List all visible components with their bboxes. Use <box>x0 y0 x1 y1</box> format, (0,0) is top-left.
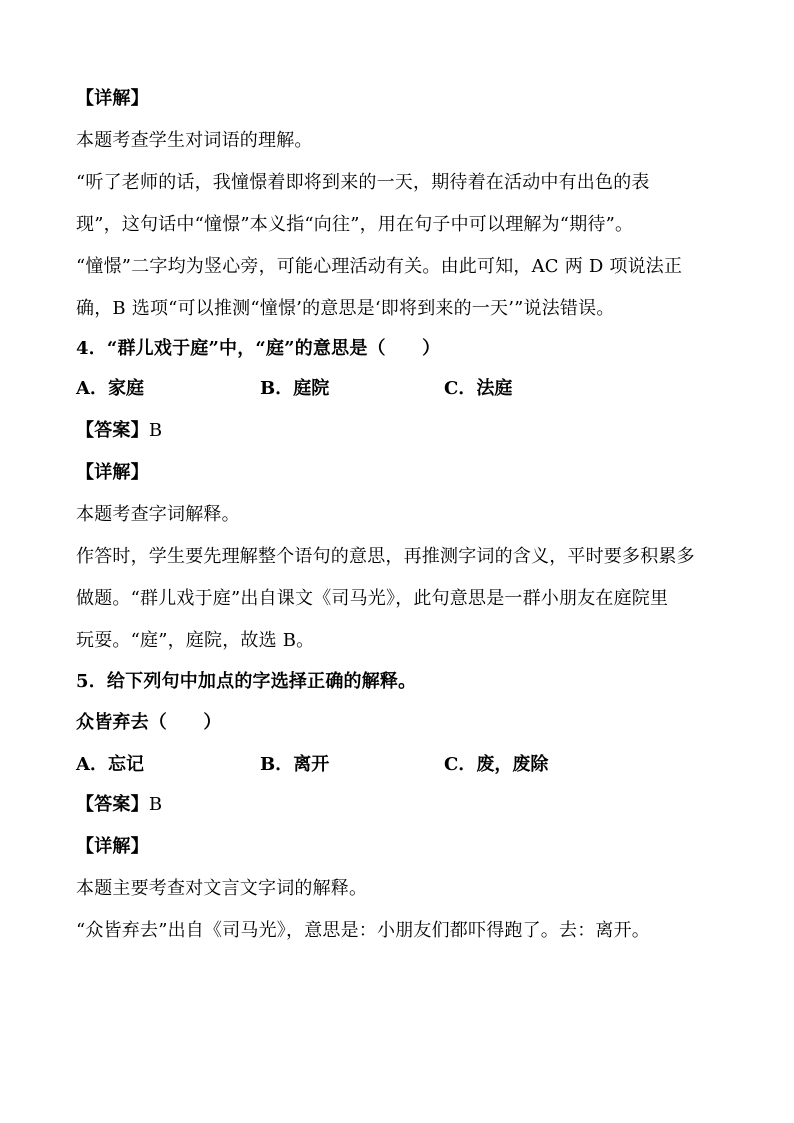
detail-label-q3: 【详解】 <box>76 88 149 109</box>
answer-value: B <box>148 420 163 441</box>
answer-label: 【答案】 <box>76 794 149 815</box>
q5-option-a: A．忘记 <box>76 754 144 775</box>
q5-option-b: B．离开 <box>260 754 330 775</box>
answer-value: B <box>148 794 163 815</box>
q4-option-a: A．家庭 <box>76 378 144 399</box>
question-5-sub: 众皆弃去（ ） <box>76 712 222 733</box>
q5-detail-line2: “众皆弃去”出自《司马光》，意思是：小朋友们都吓得跑了。去：离开。 <box>76 920 651 941</box>
detail-text-q3-line3: 现”，这句话中“憧憬”本义指“向往”，用在句子中可以理解为“期待”。 <box>76 214 634 235</box>
q5-answer <box>76 794 162 816</box>
q4-answer <box>76 420 162 442</box>
detail-text-q3-line1: 本题考查学生对词语的理解。 <box>76 130 313 151</box>
q4-detail-line4: 玩耍。“庭”，庭院，故选 B。 <box>76 630 315 651</box>
detail-label-q5: 【详解】 <box>76 836 149 857</box>
detail-text-q3-line5: 确，B 选项“可以推测“憧憬’的意思是‘即将到来的一天’”说法错误。 <box>76 298 615 319</box>
detail-text-q3-line2: “听了老师的话，我憧憬着即将到来的一天，期待着在活动中有出色的表 <box>76 172 650 193</box>
question-5-stem: 5．给下列句中加点的字选择正确的解释。 <box>76 671 417 692</box>
detail-text-q3-line4: “憧憬”二字均为竖心旁，可能心理活动有关。由此可知，AC 两 D 项说法正 <box>76 256 683 277</box>
answer-label: 【答案】 <box>76 420 149 441</box>
question-4-stem: 4．“群儿戏于庭”中，“庭”的意思是（ ） <box>76 338 441 359</box>
detail-label-q4: 【详解】 <box>76 462 149 483</box>
q5-detail-line1: 本题主要考查对文言文字词的解释。 <box>76 878 368 899</box>
q4-option-b: B．庭院 <box>260 378 330 399</box>
q4-detail-line2: 作答时，学生要先理解整个语句的意思，再推测字词的含义，平时要多积累多 <box>76 546 695 567</box>
q5-option-c: C．废，废除 <box>444 754 549 775</box>
q4-detail-line3: 做题。“群儿戏于庭”出自课文《司马光》，此句意思是一群小朋友在庭院里 <box>76 588 669 609</box>
q4-detail-line1: 本题考查字词解释。 <box>76 504 240 525</box>
q4-option-c: C．法庭 <box>444 378 513 399</box>
